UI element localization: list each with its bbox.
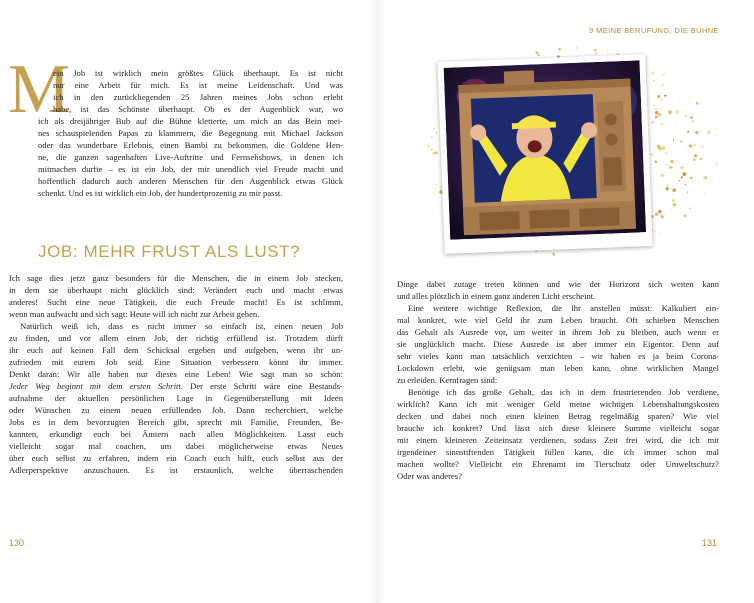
glitter-dot (678, 100, 679, 101)
glitter-dot (436, 132, 437, 133)
glitter-dot (431, 149, 432, 150)
glitter-dot (655, 231, 656, 232)
intro-line: nes schauspielenden Papas zu klammern, die Begegnung mit Michael Jackson (38, 128, 343, 138)
glitter-dot (687, 131, 689, 133)
glitter-dot (435, 184, 436, 185)
glitter-dot (704, 193, 705, 194)
glitter-dot (676, 110, 680, 114)
glitter-dot (654, 105, 655, 106)
glitter-dot (660, 99, 662, 101)
glitter-dot (536, 51, 539, 54)
intro-line: oder das wunderbare Erlebnis, einen Bambi zu bekommen, die Goldene Hen- (38, 140, 343, 150)
glitter-dot (655, 213, 658, 216)
glitter-dot (692, 120, 694, 122)
body-line: Denkt daran: Wir alle haben nur dieses eine Leben! Wie sagt man so schön: (9, 369, 343, 379)
intro-line: ne, die ganzen sagenhaften Live-Auftritte und Fernsehshows, in denen ich (38, 152, 343, 162)
body-line: sehr vieles kann man tatsächlich verzichten – wir haben es ja beim Corona- (397, 351, 719, 361)
glitter-dot (606, 50, 607, 51)
glitter-dot (594, 49, 597, 52)
body-line: Oder was anderes? (397, 471, 462, 481)
glitter-dot (651, 71, 654, 74)
intro-line: ein Job ist wirklich mein größtes Glück überhaupt. Es ist nicht (53, 68, 343, 78)
book-gutter (370, 0, 384, 603)
glitter-dot (680, 140, 682, 142)
glitter-dot (693, 159, 695, 161)
glitter-dot (666, 163, 668, 165)
glitter-dot (672, 188, 676, 192)
drop-cap: M (8, 51, 71, 128)
glitter-dot (696, 102, 699, 105)
body-line: wenn man aufwacht und sich sagt: Heute will ich nicht zur Arbeit gehen. (9, 309, 260, 319)
intro-line: nur eine Arbeit für mich. Es ist meine Leidenschaft. Und was (53, 80, 343, 90)
photo-frame (437, 54, 652, 254)
glitter-dot (661, 93, 662, 94)
body-line: ihr euch auf keinen Fall dem Schicksal ergeben und aufgeben, wenn ihr un- (9, 345, 343, 355)
glitter-dot (558, 48, 560, 50)
glitter-dot (439, 177, 440, 178)
glitter-dot (672, 167, 673, 168)
glitter-dot (684, 183, 686, 185)
section-heading: JOB: MEHR FRUST ALS LUST? (38, 242, 301, 261)
body-line: und alles plötzlich in einem ganz anderen Licht erscheint. (397, 291, 596, 301)
intro-line: hoffentlich dadurch auch anderen Menschen für den Augenblick etwas Glück (38, 176, 343, 186)
glitter-dot (683, 214, 686, 217)
glitter-dot (651, 121, 654, 124)
glitter-dot (434, 128, 435, 129)
body-line: oder Wünschen zu einem neuen erfüllenden Job. Dann recherchiert, welche (9, 405, 343, 415)
glitter-dot (650, 153, 653, 156)
glitter-dot (668, 110, 672, 114)
glitter-dot (670, 160, 673, 163)
glitter-dot (664, 72, 665, 73)
glitter-dot (672, 199, 675, 202)
glitter-dot (431, 136, 433, 138)
intro-line: habe, ist das Schönste überhaupt. Ob es der Augenblick war, wo (53, 104, 343, 114)
glitter-dot (553, 254, 554, 255)
glitter-dot (695, 131, 699, 135)
glitter-dot (685, 115, 687, 117)
body-line: Dinge dabei zutage treten können und wie der Horizont sich weiten kann (397, 279, 719, 289)
intro-line: ich als dreijähriger Bub auf die Bühne kletterte, um mich an das Bein mei- (38, 116, 343, 126)
intro-line: schenkt. Und es ist wirklich ein Job, der hundertprozentig zu mir passt. (38, 188, 283, 198)
glitter-dot (703, 176, 707, 180)
intro-line: ich in den zurückliegenden 25 Jahren meines Jobs schon erlebt (53, 92, 343, 102)
body-line: irgendeiner sinnstiftenden Tätigkeit füllen kann, die ich immer schon mal (397, 447, 719, 457)
glitter-dot (661, 123, 664, 126)
glitter-dot (440, 186, 442, 188)
glitter-dot (690, 116, 693, 119)
body-line: Benötige ich das große Gehalt, das ich in dem frustrierenden Job verdiene, (408, 387, 719, 397)
glitter-dot (427, 145, 429, 147)
body-line: über euch selbst zu erfahren, indem ein Coach euch hilft, euch selbst aus der (9, 453, 343, 463)
body-line: Ich sage dies jetzt ganz besonders für die Menschen, die in einem Job stecken, (9, 273, 343, 283)
glitter-dot (657, 95, 660, 98)
body-line-rest: Der erste Schritt wäre eine Bestands- (182, 381, 343, 391)
page-number-right: 131 (702, 538, 718, 548)
glitter-dot (666, 185, 668, 187)
glitter-dot (432, 152, 435, 155)
body-line: mal konkret, wie viel Geld ihr zum Leben braucht. Oft schieben Menschen (397, 315, 719, 325)
glitter-dot (655, 160, 658, 163)
glitter-dot (651, 215, 654, 218)
glitter-dot (701, 146, 703, 148)
body-line: decken und dabei noch einen kleinen Betrag regelmäßig sparen? Wie viel (397, 411, 719, 421)
glitter-dot (665, 152, 667, 154)
body-line: mit einem kleineren Zeiteinsatz verdienen, sodass Zeit frei wird, die ich mit (397, 435, 719, 445)
glitter-dot (716, 164, 717, 165)
glitter-dot (538, 54, 540, 56)
glitter-dot (689, 145, 692, 148)
glitter-dot (660, 215, 664, 219)
italic-quote: Jeder Weg beginnt mit dem ersten Schritt. (9, 381, 183, 391)
glitter-dot (662, 146, 665, 149)
glitter-dot (673, 139, 675, 141)
body-line: das Gehalt als Ausrede vor, um weiter in ihrem Job zu bleiben, auch wenn er (397, 327, 719, 337)
body-line: Eine weitere wichtige Reflexion, die ihr anstellen müsst: Kalkuliert ein- (408, 303, 719, 313)
body-line: sie unglücklich macht. Diese Ausrede ist aber immer ein Eigentor. Denn auf (397, 339, 719, 349)
glitter-dot (655, 115, 658, 118)
glitter-dot (552, 252, 554, 254)
body-line: Jobs es in dem bevorzugten Bereich gibt, sprecht mit Familie, Freunden, Be- (9, 417, 343, 427)
glitter-dot (694, 154, 698, 158)
tv-photo (444, 60, 646, 239)
glitter-dot (659, 233, 660, 234)
glitter-dot (655, 108, 657, 110)
glitter-dot (663, 74, 665, 76)
glitter-dot (658, 113, 662, 117)
glitter-dot (681, 176, 683, 178)
body-line: machen wollte? Vielleicht ein Ehrenamt im Tierschutz oder Umweltschutz? (397, 459, 719, 469)
glitter-dot (666, 187, 669, 190)
body-line-mixed (9, 380, 343, 392)
glitter-dot (679, 180, 680, 181)
glitter-dot (595, 53, 596, 54)
body-line: zufrieden mit eurem Job seid. Eine Situation verbessern könnt ihr immer. (9, 357, 343, 367)
body-line: in dem sie überhaupt nicht glücklich sind: Verändert euch und macht etwas (9, 285, 343, 295)
body-line: brauche ich konkret? Und lässt sich diese kleinere Summe vielleicht sogar (397, 423, 719, 433)
glitter-dot (700, 158, 703, 161)
body-line: anderes! Sucht eine neue Tätigkeit, die euch Freude macht! Es ist schlimm, (9, 297, 343, 307)
glitter-dot (658, 210, 662, 214)
glitter-dot (652, 230, 653, 231)
glitter-dot (680, 166, 683, 169)
glitter-dot (657, 145, 660, 148)
body-line: Adlerperspektive anzuschauen. Es ist erstaunlich, welche überraschenden (9, 465, 343, 475)
body-line: kannten, erkundigt euch bei Ämtern nach allen Möglichkeiten. Lasst euch (9, 429, 343, 439)
glitter-dot (707, 131, 710, 134)
page-number-left: 130 (9, 538, 25, 548)
body-line: wirklich? Kann ich mit weniger Geld meine wichtigen Lebenshaltungskosten (397, 399, 719, 409)
body-line: Natürlich weiß ich, dass es nicht immer so einfach ist, einen neuen Job (20, 321, 343, 331)
body-line: zu erleiden. Kernfragen sind: (397, 375, 498, 385)
glitter-dot (687, 191, 689, 193)
glitter-dot (676, 125, 677, 126)
body-line: Lockdown erlebt, wie genügsam man leben kann, ohne wirklichen Mangel (397, 363, 719, 373)
running-head: 9 MEINE BERUFUNG, DIE BÜHNE (589, 26, 719, 35)
intro-line: mitmachen durfte – es ist ein Job, der mir unendlich viel Freude macht und (38, 164, 343, 174)
glitter-dot (662, 175, 663, 176)
glitter-dot (659, 118, 660, 119)
glitter-dot (693, 143, 697, 147)
glitter-dot (669, 166, 672, 169)
glitter-dot (655, 111, 658, 114)
glitter-dot (673, 203, 677, 207)
glitter-dot (662, 84, 664, 86)
glitter-dot (690, 177, 692, 179)
glitter-dot (653, 80, 654, 81)
glitter-dot (664, 95, 666, 97)
glitter-dot (576, 47, 578, 49)
glitter-dot (685, 146, 686, 147)
body-line: zu finden, und vor allem einen Job, der richtig erfüllend ist. Trotzdem dürft (9, 333, 343, 343)
glitter-dot (682, 172, 686, 176)
glitter-dot (435, 151, 438, 154)
glitter-dot (689, 207, 691, 209)
body-line: vielleicht sogar mal coachen, um dabei möglicherweise etwas Neues (9, 441, 343, 451)
body-line: aufnahme der aktuellen persönlichen Lage in Gegenüberstellung mit Ideen (9, 393, 343, 403)
